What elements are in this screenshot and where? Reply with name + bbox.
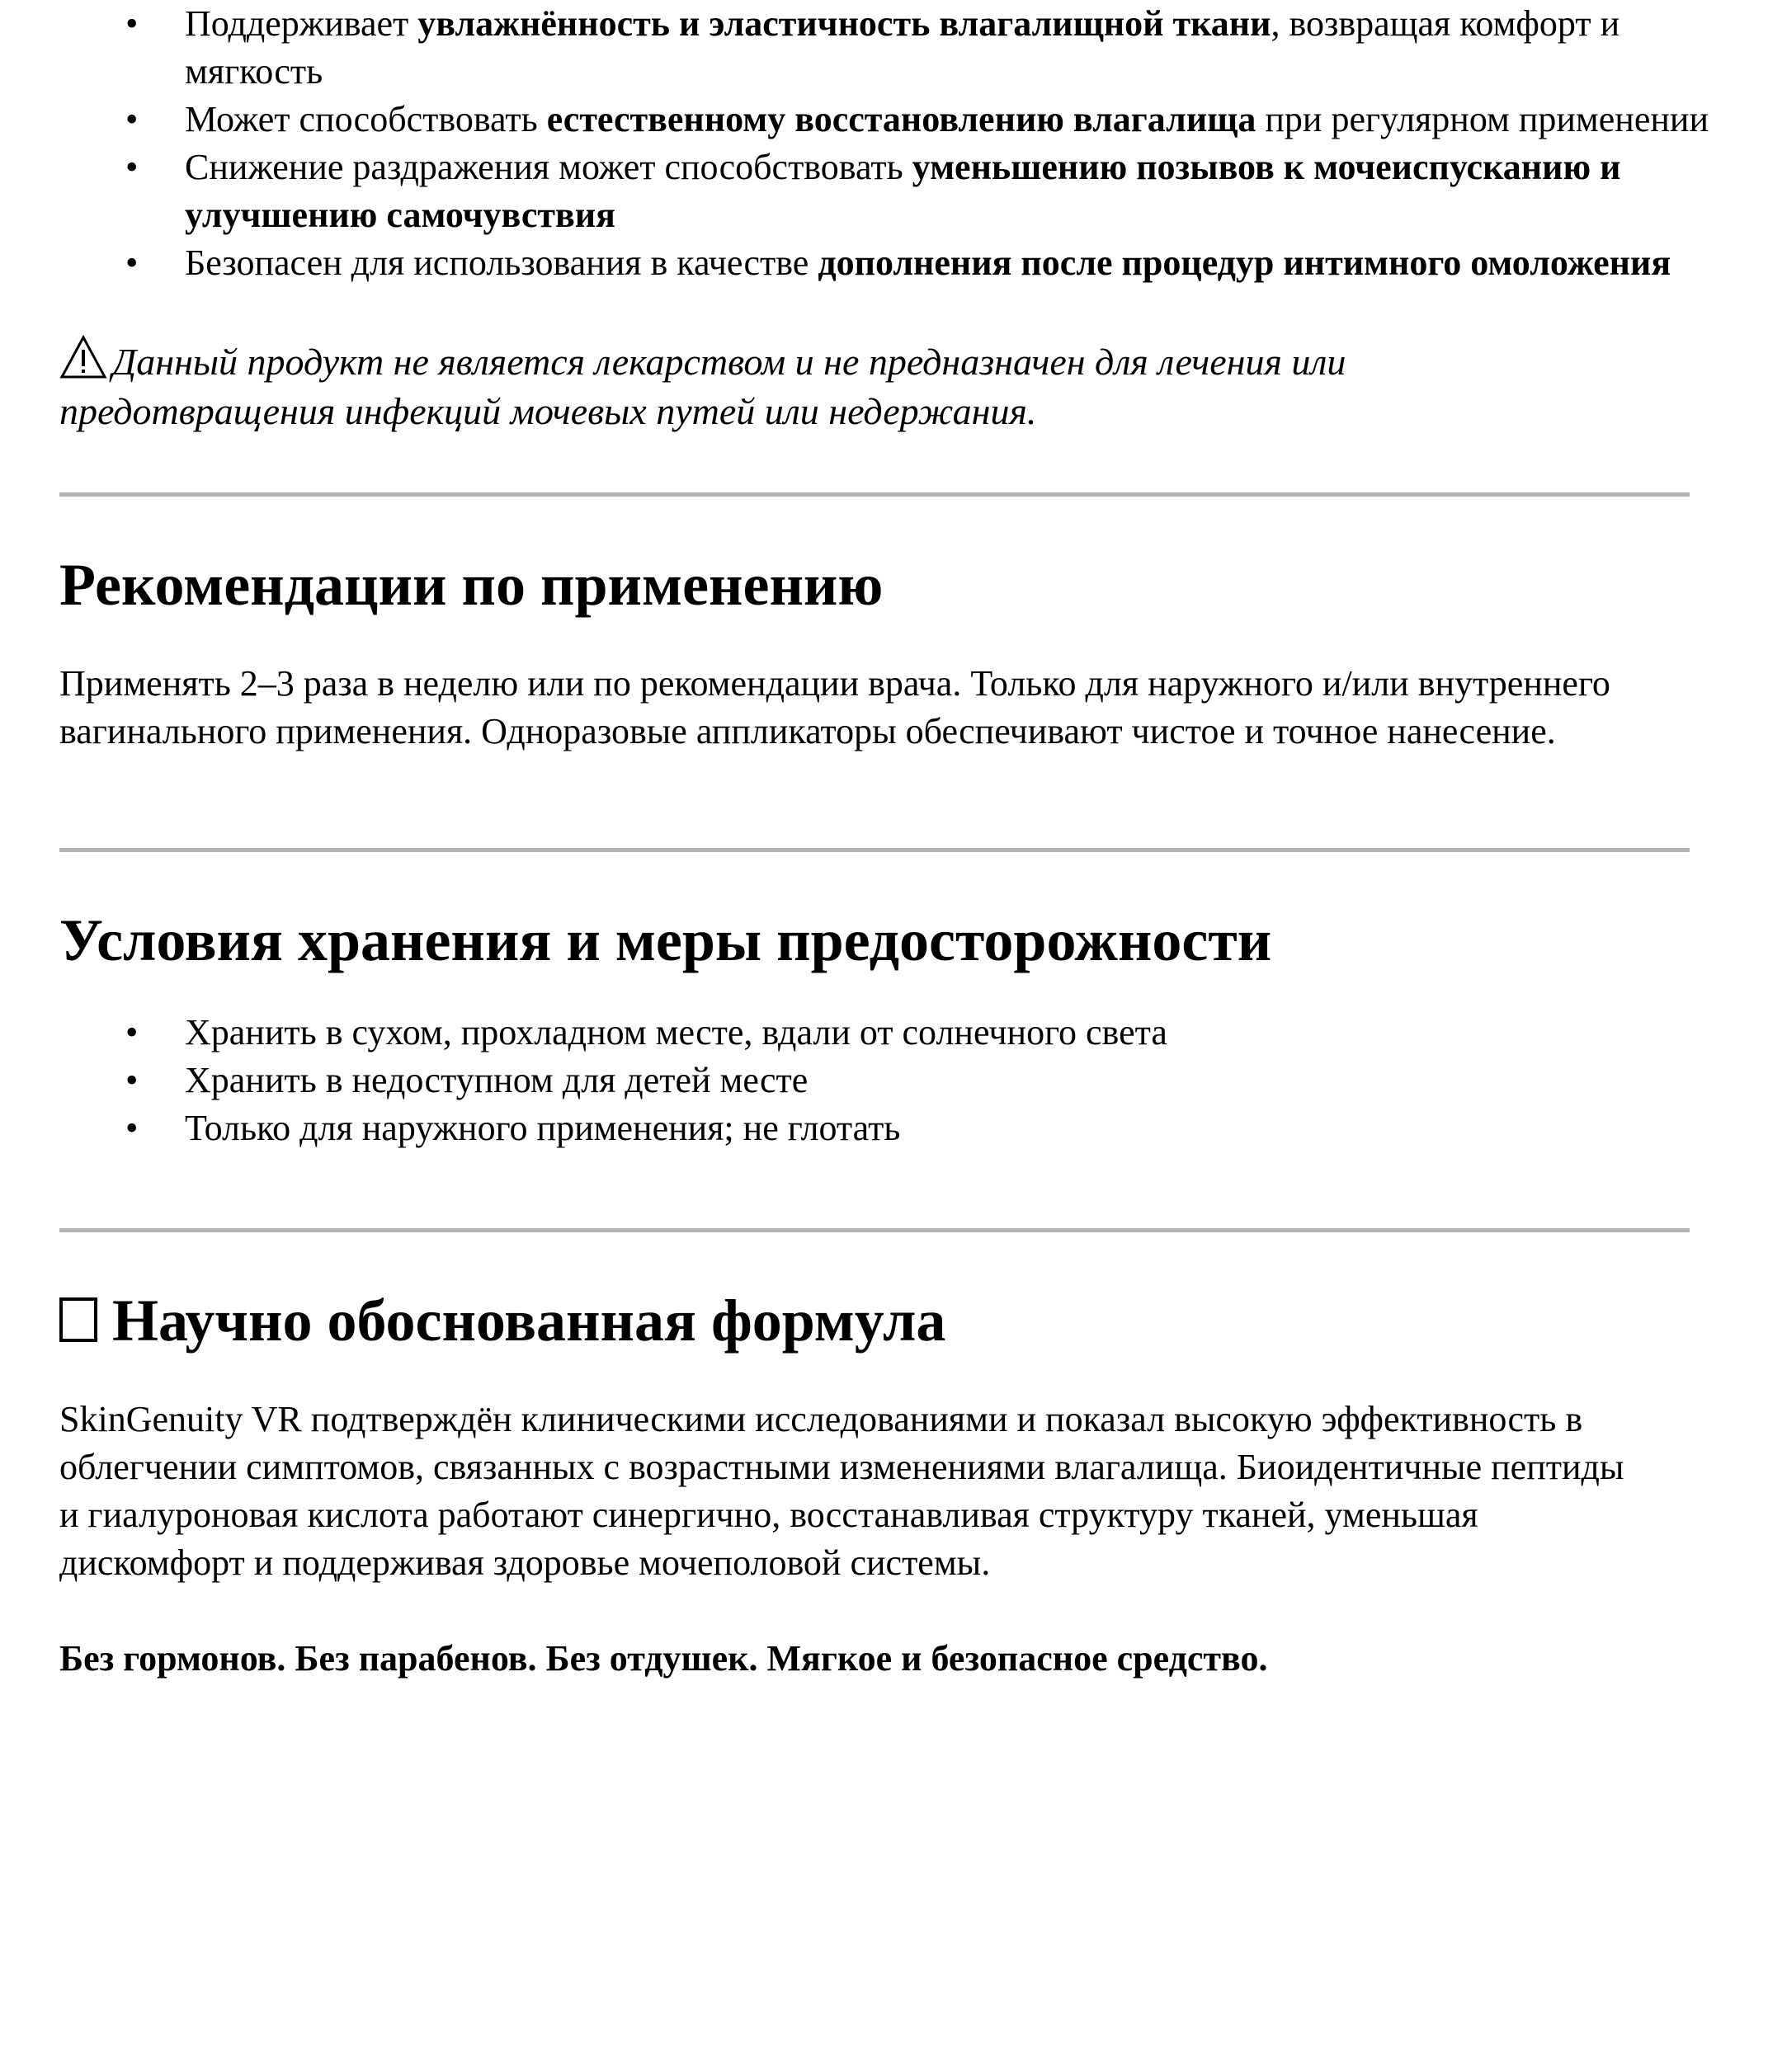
bullet-icon: • xyxy=(125,1060,139,1100)
section-divider xyxy=(59,492,1690,497)
bullet-icon: • xyxy=(125,1108,139,1148)
benefit-highlight: уменьшению позывов к мочеиспусканию и улучшению самочувствия xyxy=(185,147,1621,235)
section-divider xyxy=(59,848,1690,852)
storage-item xyxy=(59,1009,1709,1057)
section-divider xyxy=(59,1228,1690,1232)
bullet-icon: • xyxy=(125,243,139,283)
benefit-highlight: увлажнённость и эластичность влагалищной ткани xyxy=(417,3,1271,44)
usage-heading: Рекомендации по применению xyxy=(59,552,884,618)
bullet-icon: • xyxy=(125,3,139,44)
storage-item-text: Хранить в недоступном для детей месте xyxy=(185,1060,809,1100)
benefit-text: Безопасен для использования в качестве xyxy=(185,243,818,283)
benefit-text: , возвращая комфорт и мягкость xyxy=(185,3,1620,92)
storage-list xyxy=(59,1009,1709,1152)
benefit-text: Поддерживает xyxy=(185,3,418,44)
benefit-item xyxy=(59,96,1736,144)
benefit-highlight: естественному восстановлению влагалища xyxy=(546,99,1256,139)
storage-item-text: Только для наружного применения; не глотать xyxy=(185,1108,901,1148)
bullet-icon: • xyxy=(125,99,139,139)
benefit-highlight: дополнения после процедур интимного омоложения xyxy=(818,243,1671,283)
missing-glyph-box-icon xyxy=(59,1297,97,1342)
formula-heading-text: Научно обоснованная формула xyxy=(112,1288,946,1354)
bullet-icon: • xyxy=(125,147,139,187)
benefit-item xyxy=(59,239,1736,287)
disclaimer-text: Данный продукт не является лекарством и не предназначен для лечения или предотвращения инфекций мочевых путей или недержания. xyxy=(59,341,1346,432)
benefit-item xyxy=(59,144,1736,239)
benefit-text: при регулярном применении xyxy=(1256,99,1709,139)
disclaimer-note xyxy=(59,335,1627,436)
warning-triangle-icon xyxy=(59,335,107,387)
storage-heading: Условия хранения и меры предосторожности xyxy=(59,907,1272,973)
formula-tagline: Без гормонов. Без парабенов. Без отдушек. Мягкое и безопасное средство. xyxy=(59,1638,1268,1679)
formula-text: SkinGenuity VR подтверждён клиническими исследованиями и показал высокую эффективность в облегчении симптомов, связанных с возрастными изменениями влагалища. Биоидентичные пептиды и гиалуроновая кислота работают синергично, восстанавливая структуру тканей, уменьшая дискомфорт и поддерживая здоровье мочеполовой системы. xyxy=(59,1399,1624,1583)
storage-item xyxy=(59,1104,1709,1152)
storage-item xyxy=(59,1057,1709,1104)
benefit-item xyxy=(59,0,1736,96)
benefit-text: Снижение раздражения может способствовать xyxy=(185,147,912,187)
formula-heading xyxy=(59,1283,1709,1358)
benefit-text: Может способствовать xyxy=(185,99,547,139)
benefits-list xyxy=(59,0,1709,287)
storage-item-text: Хранить в сухом, прохладном месте, вдали от солнечного света xyxy=(185,1012,1167,1052)
usage-text: Применять 2–3 раза в неделю или по рекомендации врача. Только для наружного и/или внутреннего вагинального применения. Одноразовые аппликаторы обеспечивают чистое и точное нанесение. xyxy=(59,663,1610,751)
bullet-icon: • xyxy=(125,1012,139,1052)
